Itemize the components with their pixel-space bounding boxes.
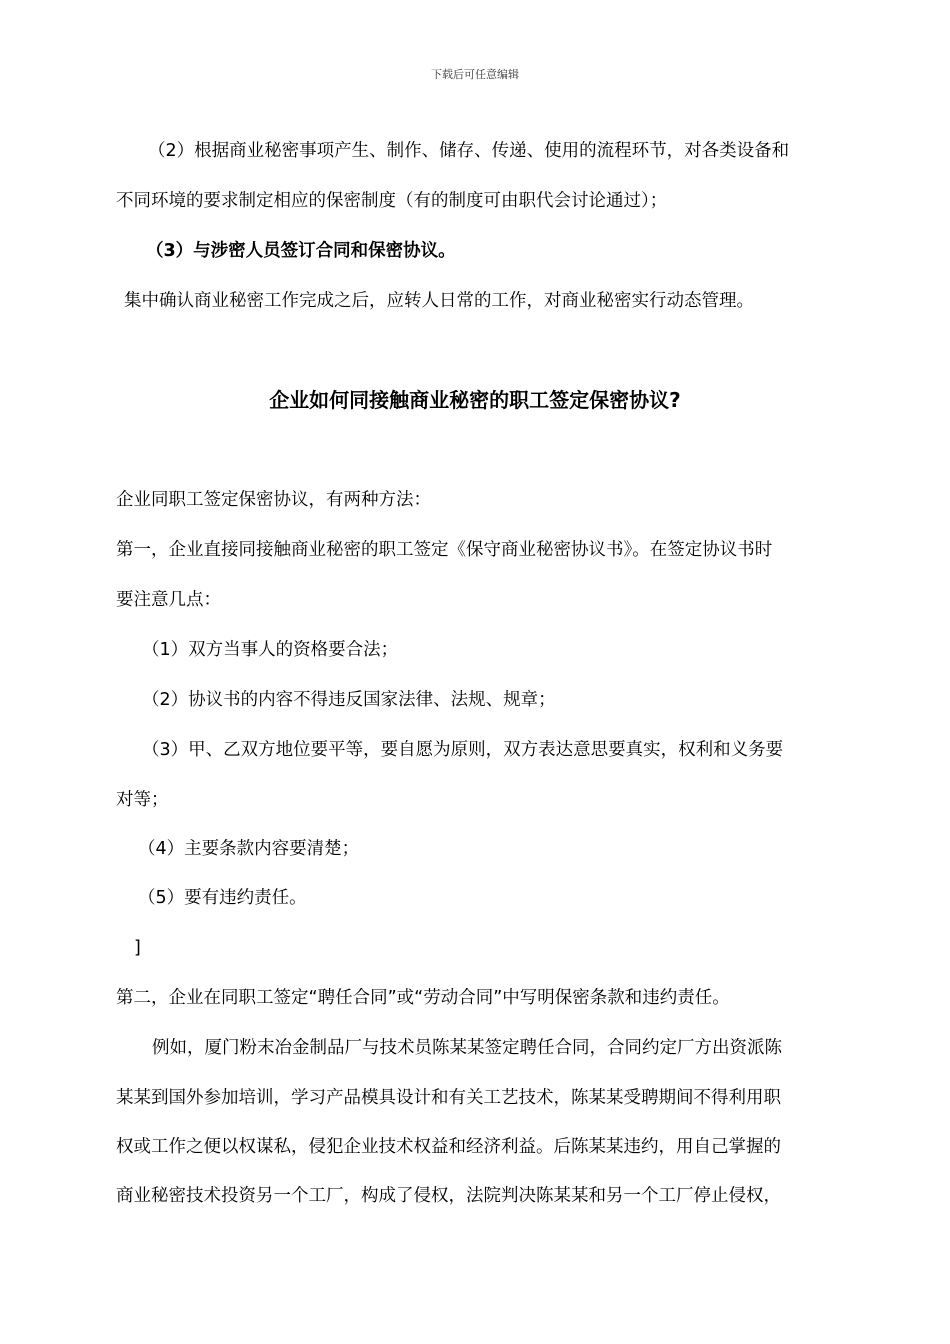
point-3-line-2: 对等；	[116, 790, 169, 810]
point-2: （2）协议书的内容不得违反国家法律、法规、规章；	[142, 690, 556, 710]
example-line-1: 例如，厦门粉末冶金制品厂与技术员陈某某签定聘任合同，合同约定厂方出资派陈	[152, 1038, 782, 1058]
point-3-line-1: （3）甲、乙双方地位要平等，要自愿为原则，双方表达意思要真实，权利和义务要	[142, 740, 784, 760]
example-line-4: 商业秘密技术投资另一个工厂，构成了侵权，法院判决陈某某和另一个工厂停止侵权，	[116, 1186, 781, 1206]
item-3: （3）与涉密人员签订合同和保密协议。	[146, 241, 456, 261]
point-5: （5）要有违约责任。	[138, 888, 307, 908]
item-2-line-2: 不同环境的要求制定相应的保密制度（有的制度可由职代会讨论通过）；	[116, 191, 668, 211]
method-1-line-1: 第一，企业直接同接触商业秘密的职工签定《保守商业秘密协议书》。在签定协议书时	[116, 540, 773, 560]
point-4: （4）主要条款内容要清楚；	[138, 839, 360, 859]
example-line-3: 权或工作之便以权谋私，侵犯企业技术权益和经济利益。后陈某某违约，用自己掌握的	[116, 1137, 781, 1157]
section-title: 企业如何同接触商业秘密的职工签定保密协议?	[269, 388, 681, 412]
summary-paragraph: 集中确认商业秘密工作完成之后，应转人日常的工作，对商业秘密实行动态管理。	[124, 291, 754, 311]
intro-paragraph: 企业同职工签定保密协议，有两种方法：	[116, 490, 431, 510]
method-2: 第二，企业在同职工签定“聘任合同”或“劳动合同”中写明保密条款和违约责任。	[116, 988, 730, 1008]
page-header: 下载后可任意编辑	[431, 68, 519, 81]
point-1: （1）双方当事人的资格要合法；	[142, 640, 399, 660]
item-2-line-1: （2）根据商业秘密事项产生、制作、储存、传递、使用的流程环节，对各类设备和	[148, 141, 790, 161]
method-1-line-2: 要注意几点：	[116, 590, 221, 610]
stray-bracket: ]	[134, 938, 141, 958]
example-line-2: 某某到国外参加培训，学习产品模具设计和有关工艺技术，陈某某受聘期间不得利用职	[116, 1088, 781, 1108]
